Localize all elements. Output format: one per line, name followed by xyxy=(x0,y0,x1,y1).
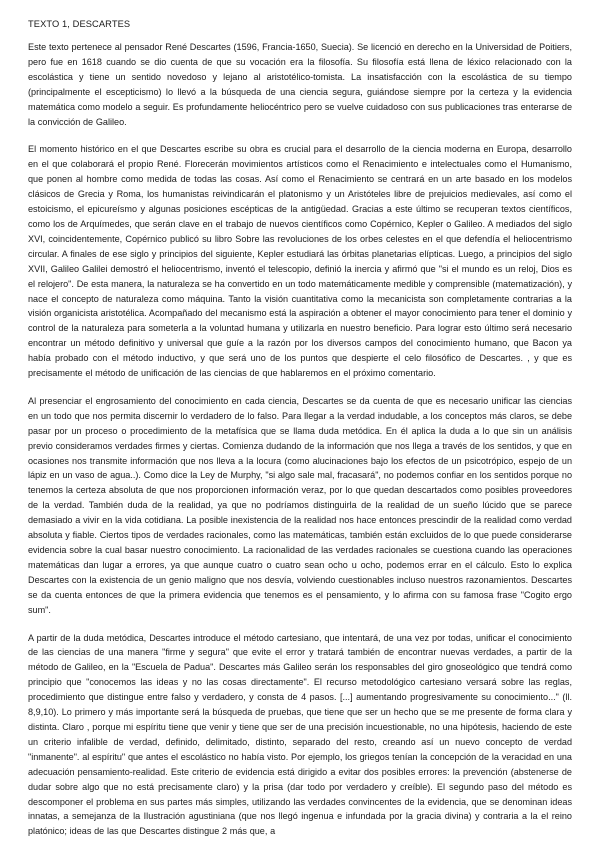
paragraph-cartesian-method: A partir de la duda metódica, Descartes introduce el método cartesiano, que intentará, de una vez por todas, unificar el conocimiento de las ciencias de una manera "firme y segura" que evite el error y tratará también de encontrar nuevas verdades, a partir de la método de Galileo, en la "Escuela de Padua". Descartes más Galileo serán los responsables del giro gnoseológico que tendrá como principio que "conocemos las ideas y no las cosas directamente". El recurso metodológico cartesiano versará sobre las reglas, procedimiento que distingue entre falso y verdadero, y consta de 4 pasos. [...] aumentando progresivamente su conocimiento..." (ll. 8,9,10). Lo primero y más importante será la búsqueda de pruebas, que tiene que ser un hecho que se me presente de forma clara y distinta. Claro , porque mi espíritu tiene que venir y tiene que ser de una precisión incuestionable, no una hipótesis, haciendo de este un criterio infalible de verdad, definido, delimitado, distinto, separado del resto, creando así un nuevo concepto de verdad "inmanente". al espíritu" que antes el escolástico no había visto. Por ejemplo, los griegos tenían la concepción de la veracidad en una adecuación pensamiento-realidad. Este criterio de evidencia está dirigido a evitar dos posibles errores: la prevención (abstenerse de dudar sobre algo que no está precisamente claro) y la prisa (dar todo por verdadero y creíble). El segundo paso del método es descomponer el problema en sus partes más simples, utilizando las verdades convincentes de la evidencia, que se denominan ideas innatas, a semejanza de la Ilustración agustiniana (que nos llegó ingenua e infundada por la gracia divina) y contraria a la el reino platónico; ideas de las que Descartes distingue 2 más que, a xyxy=(28,632,572,837)
paragraph-methodical-doubt: Al presenciar el engrosamiento del conocimiento en cada ciencia, Descartes se da cuenta de que es necesario unificar las ciencias en un todo que nos permita discernir lo verdadero de lo falso. Para llegar a la verdad indudable, a los conceptos más claros, se debe pasar por un proceso o procedimiento de la metafísica que se llama duda metódica. En él aplica la duda a lo que sin un análisis previo consideramos verdades firmes y ciertas. Comienza dudando de la información que nos llega a través de los sentidos, y que en ocasiones nos transmite información que nos lleva a la locura (como alucinaciones bajo los efectos de un psicotrópico, espejo de un lápiz en un vaso de agua..). Como dice la Ley de Murphy, "si algo sale mal, fracasará", no podemos confiar en los sentidos porque no tenemos la certeza absoluta de que nos proporcionen información veraz, por lo que quedan descartados como posibles proveedores de la verdad. También duda de la realidad, ya que no podríamos distinguirla de la realidad de un sueño lúcido que se parece demasiado a vivir en la vida cotidiana. La posible inexistencia de la realidad nos hace entonces prescindir de la realidad como verdad absoluta y fiable. Ciertos tipos de verdades racionales, como las matemáticas, también están excluidos de lo que puede considerarse evidencia sobre la cual basar nuestro conocimiento. La racionalidad de las verdades racionales se cuestiona cuando las operaciones matemáticas dan lugar a errores, ya que aunque cuatro o cuatro sean ocho u ocho, podemos errar en el cálculo. Esto lo explica Descartes con la existencia de un genio maligno que nos desvía, volviendo cuestionables incluso nuestros razonamientos. Descartes se da cuenta entonces de que la primera evidencia que tenemos es el pensamiento, y lo afirma con su famosa frase "Cogito ergo sum". xyxy=(28,395,572,615)
paragraph-historical-context: El momento histórico en el que Descartes escribe su obra es crucial para el desarrollo de la ciencia moderna en Europa, desarrollo en el que colaborará el propio René. Florecerán movimientos artísticos como el Renacimiento e intelectuales como el Humanismo, que ponen al hombre como medida de todas las cosas. Así como el Renacimiento se centrará en un arte basado en los modelos clásicos de Grecia y Roma, los humanistas reivindicarán el platonismo y un Aristóteles libre de prejuicios medievales, así como el estoicismo, el epicureísmo y algunas posiciones escépticas de la antigüedad. Gracias a este último se recuperan textos científicos, como los de Arquímedes, que serán clave en el trabajo de nuevos científicos como Copérnico, Kepler o Galileo. A mediados del siglo XVI, coincidentemente, Copérnico publicó su libro Sobre las revoluciones de los orbes celestes en el que defendía el heliocentrismo circular. A finales de ese siglo y principios del siguiente, Kepler estudiará las órbitas planetarias elípticas. Luego, a principios del siglo XVII, Galileo Galilei demostró el heliocentrismo, inventó el telescopio, definió la inercia y afirmó que "si el mundo es un reloj, Dios es el relojero". De esta manera, la naturaleza se ha convertido en un todo matemáticamente medible y comprensible (matematización), y nace el concepto de naturaleza como máquina. Tanto la visión cuantitativa como la mecanicista son completamente contrarias a la visión organicista aristotélica. Acompañado del mecanismo está la aspiración a obtener el mayor conocimiento para tener el dominio y control de la naturaleza para someterla a la voluntad humana y utilizarla en nuestro beneficio. Para lograr esto último será necesario encontrar un método definitivo y universal que guíe a la razón por los diversos campos del conocimiento humano, que Bacon ya había probado con el método inductivo, y que será uno de los puntos que despierte el celo filosófico de Descartes. , y que es precisamente el método de unificación de las ciencias de que hablaremos en el próximo comentario. xyxy=(28,144,572,379)
paragraph-biography: Este texto pertenece al pensador René Descartes (1596, Francia-1650, Suecia). Se licenció en derecho en la Universidad de Poitiers, pero fue en 1618 cuando se dio cuenta de que su vocación era la filosofía. Su filosofía está llena de léxico relacionado con la escolástica y tiene un sentido novedoso y lejano al aristotélico-tomista. La insatisfacción con la escolástica de su tiempo (principalmente el escepticismo) lo llevó a la búsqueda de una ciencia segura, guiándose siempre por la certeza y la evidencia matemática como modelo a seguir. Es profundamente heliocéntrico pero se vuelve cuidadoso con sus publicaciones tras enterarse de la convicción de Galileo. xyxy=(28,42,572,127)
document-title: TEXTO 1, DESCARTES xyxy=(28,19,131,29)
